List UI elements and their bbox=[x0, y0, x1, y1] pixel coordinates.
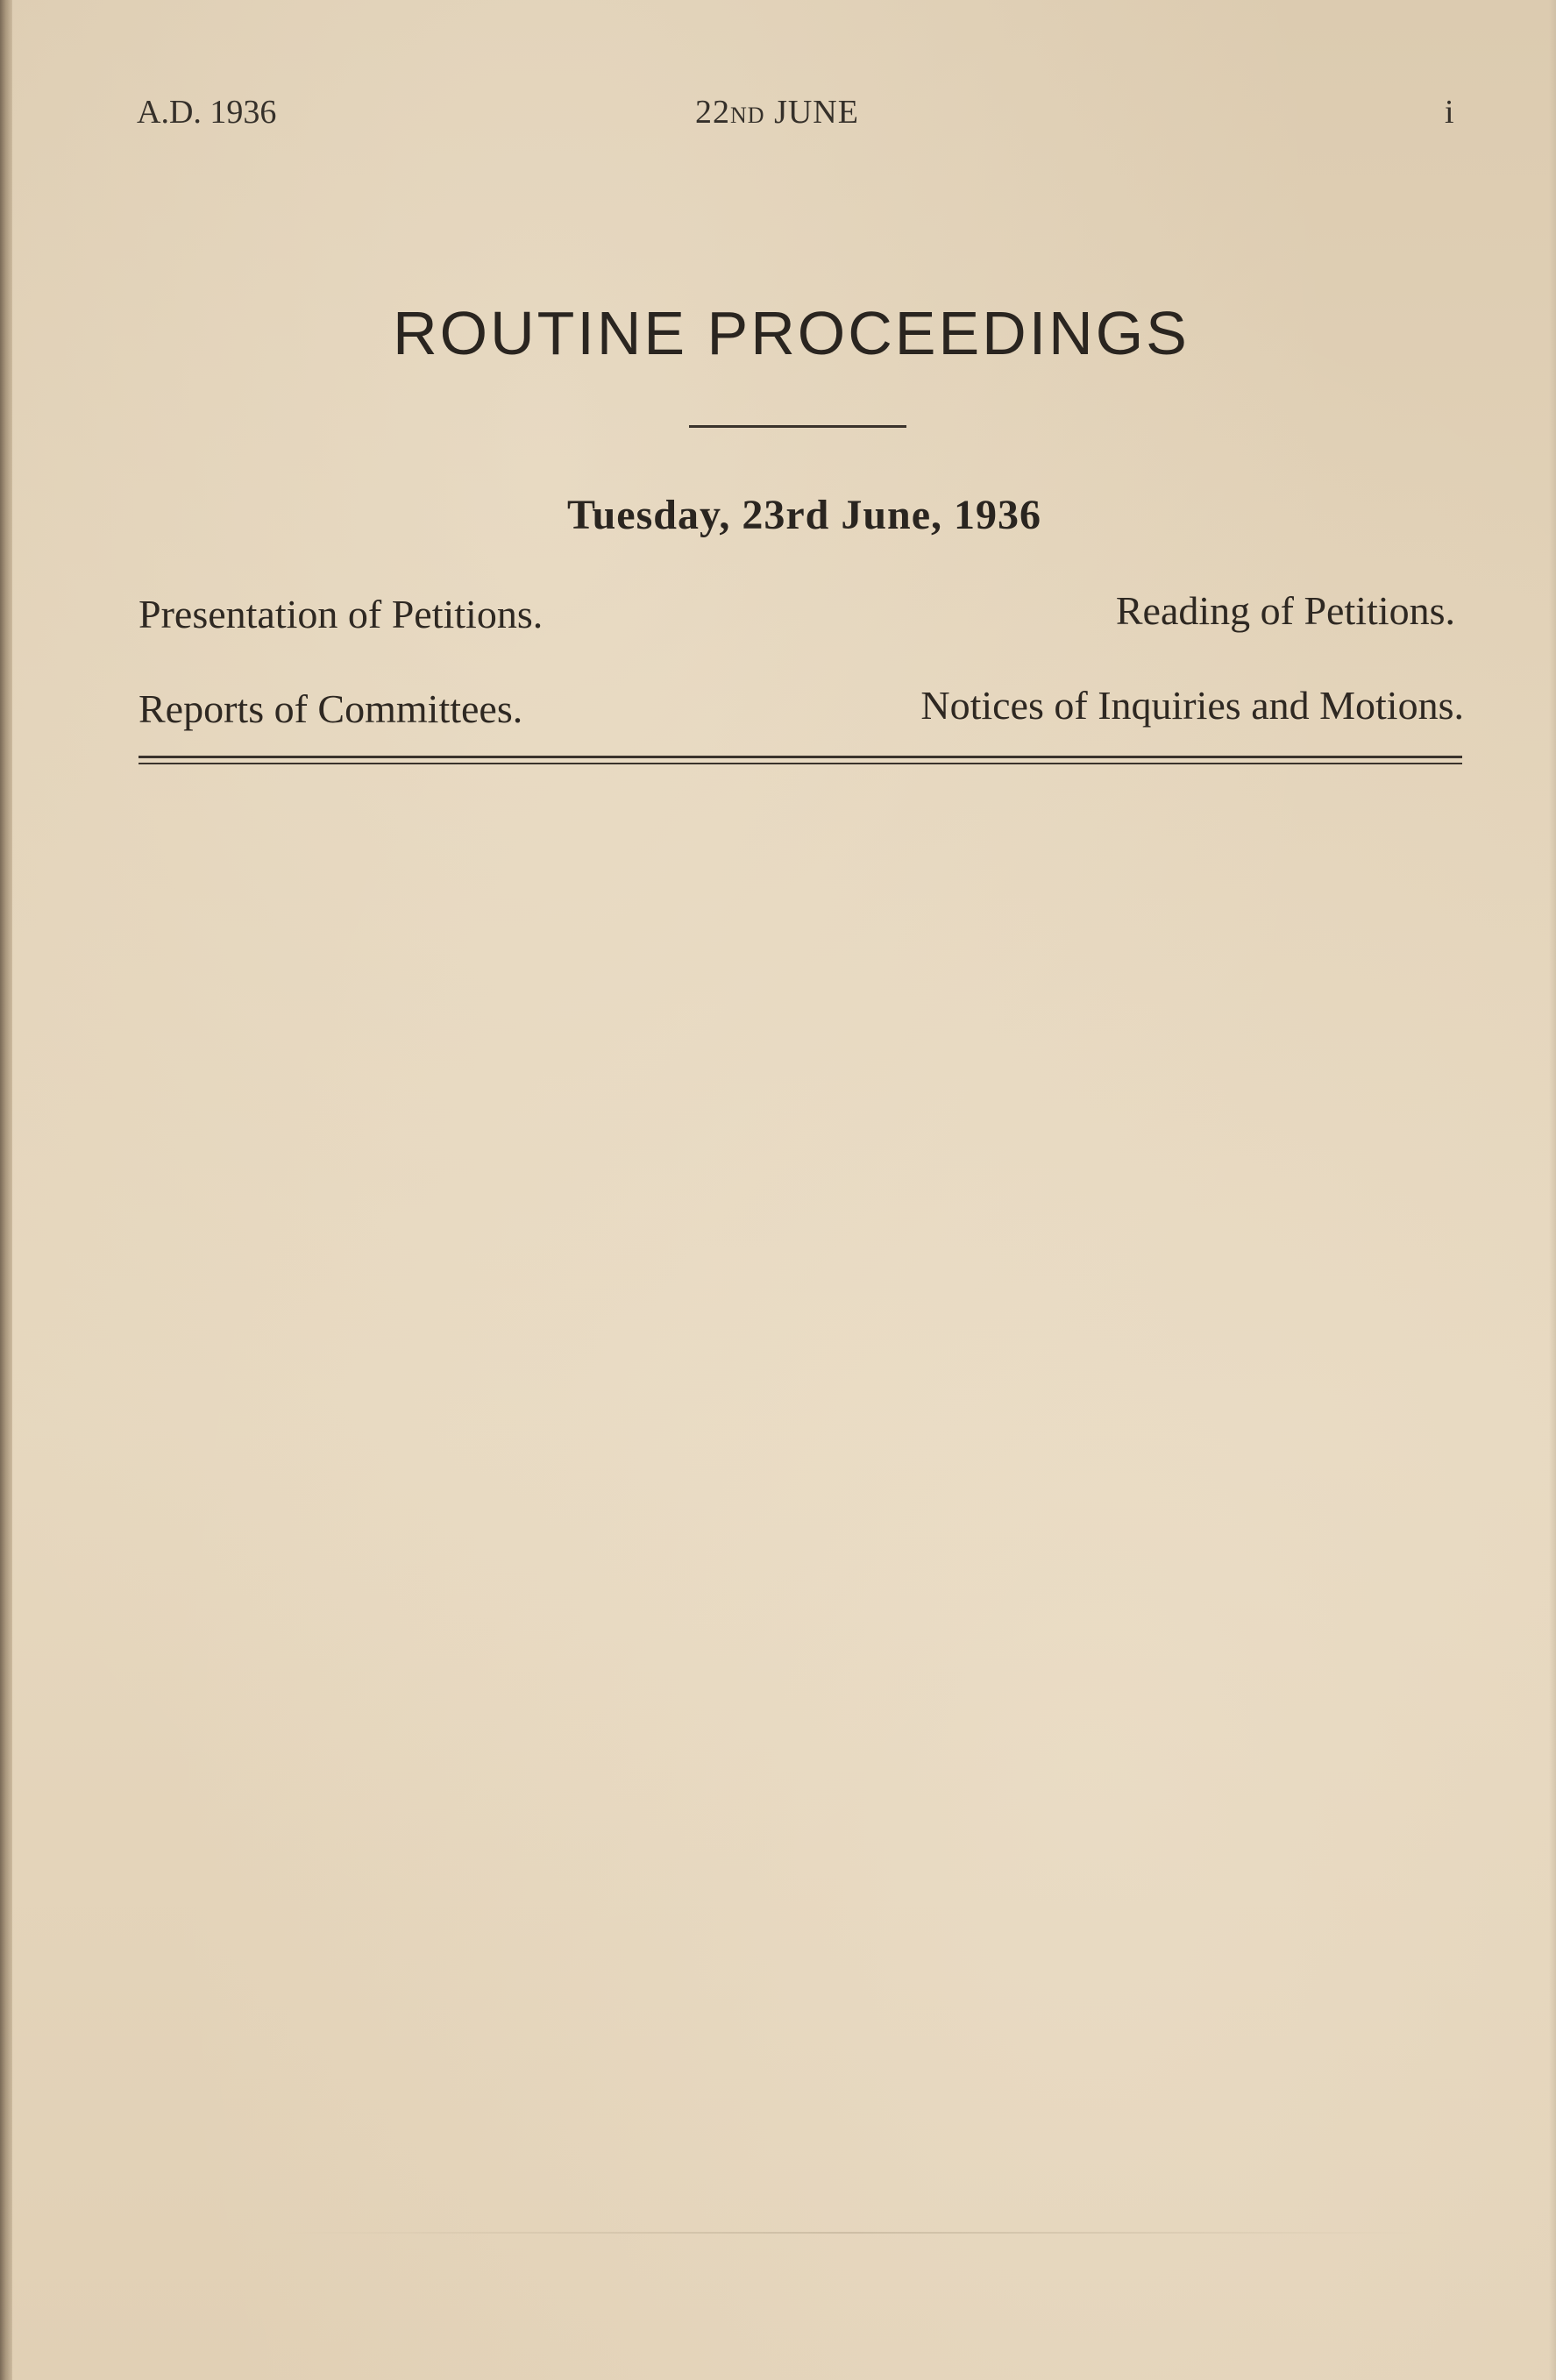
item-reading-of-petitions: Reading of Petitions. bbox=[1115, 588, 1455, 633]
title-underline bbox=[689, 425, 906, 428]
header-date-day: 22 bbox=[695, 94, 730, 131]
header-date-month: JUNE bbox=[774, 94, 859, 131]
running-header bbox=[0, 93, 1556, 137]
header-date bbox=[695, 93, 859, 131]
header-date-suffix: ND bbox=[730, 103, 765, 128]
session-date: Tuesday, 23rd June, 1936 bbox=[566, 492, 1042, 538]
show-through-mark bbox=[281, 2232, 1420, 2234]
item-notices-of-inquiries-and-motions: Notices of Inquiries and Motions. bbox=[920, 683, 1464, 728]
header-year: A.D. 1936 bbox=[137, 94, 277, 131]
item-reports-of-committees: Reports of Committees. bbox=[139, 686, 523, 731]
page-title: ROUTINE PROCEEDINGS bbox=[393, 299, 1190, 367]
item-presentation-of-petitions: Presentation of Petitions. bbox=[139, 592, 544, 636]
section-divider bbox=[139, 756, 1462, 764]
page-number: i bbox=[1445, 94, 1454, 131]
